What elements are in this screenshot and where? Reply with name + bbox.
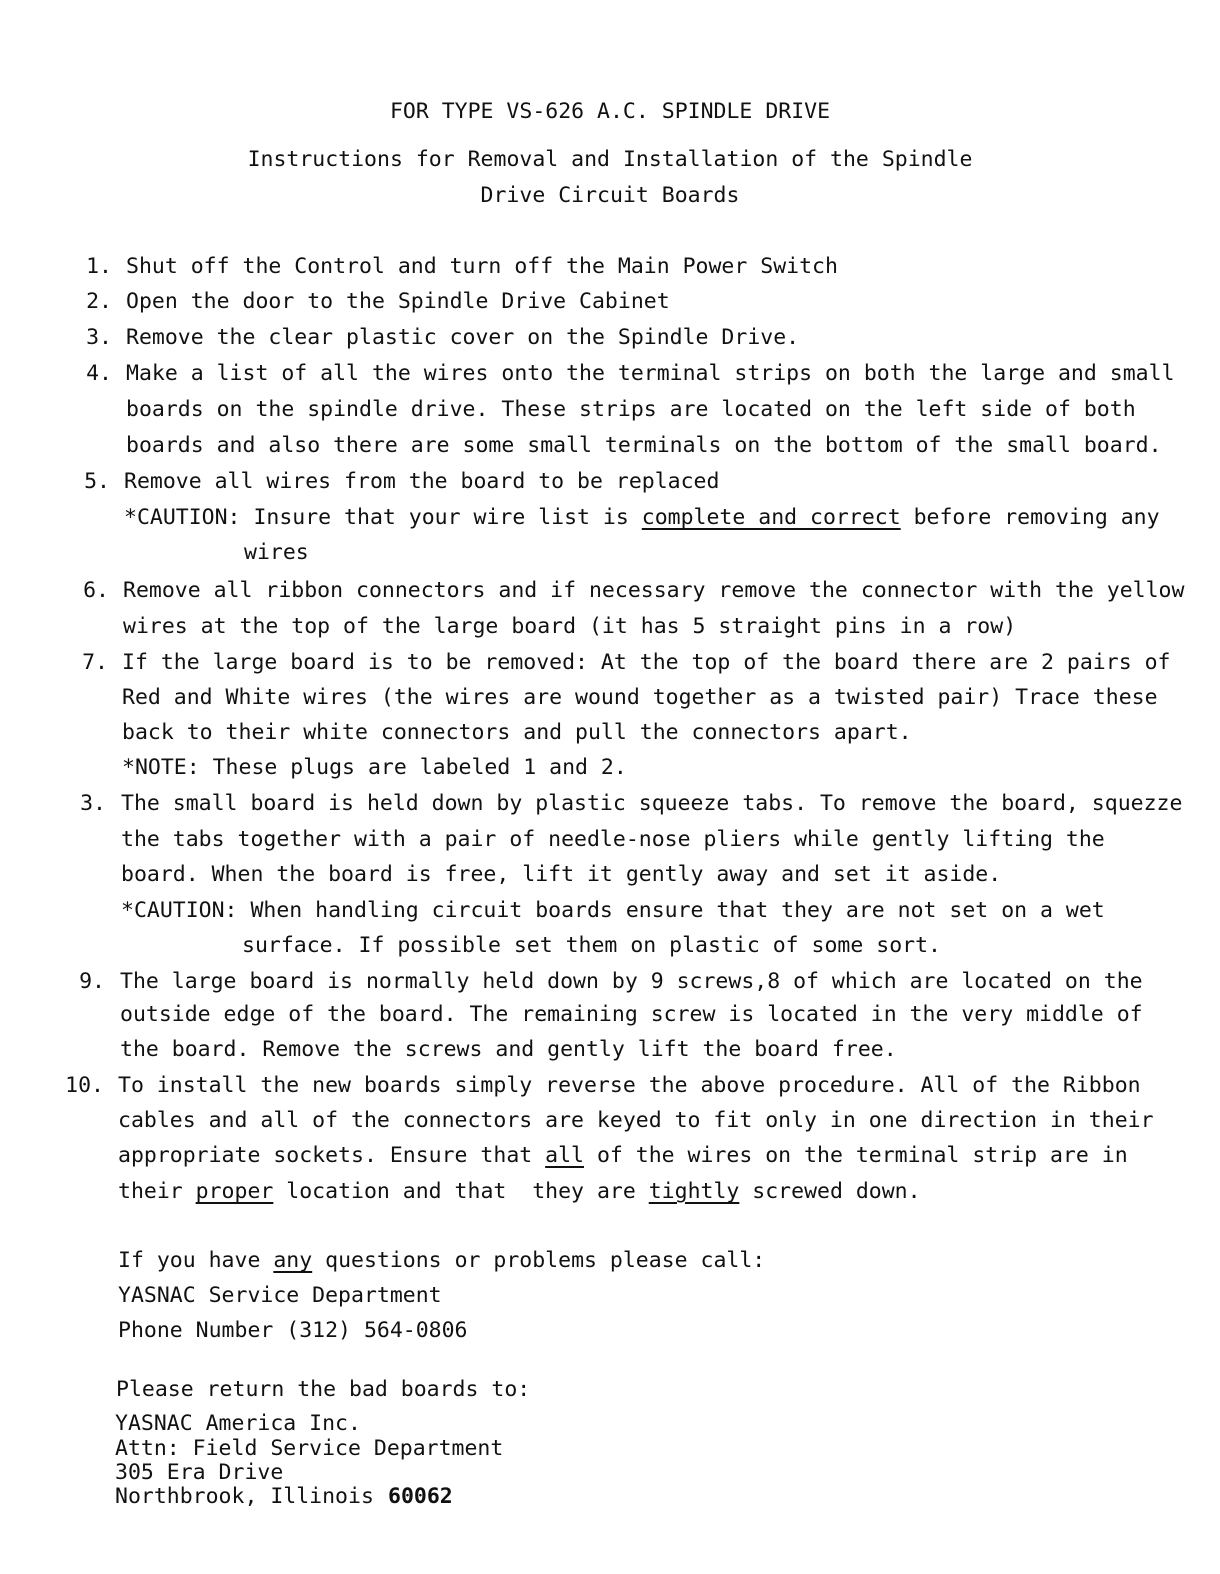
step-text-part: appropriate sockets. Ensure that xyxy=(118,1143,546,1168)
step-number: 7. xyxy=(82,650,108,675)
caution-note: *CAUTION: When handling circuit boards ensure that they are not set on a wet xyxy=(121,898,1105,923)
step-text: Remove the clear plastic cover on the Spindle Drive. xyxy=(126,325,800,350)
step-text: outside edge of the board. The remaining screw is located in the very middle of xyxy=(120,1002,1143,1027)
step-text: boards on the spindle drive. These strips are located on the left side of both xyxy=(126,397,1136,422)
underlined-text: proper xyxy=(195,1179,274,1204)
step-text: boards and also there are some small terminals on the bottom of the small board. xyxy=(126,433,1162,458)
step-text-part: of the wires on the terminal strip are in xyxy=(584,1143,1128,1168)
underlined-text: any xyxy=(273,1248,313,1273)
caution-text: *CAUTION: Insure that your wire list is xyxy=(124,505,642,530)
underlined-text: all xyxy=(545,1143,584,1168)
step-text: The small board is held down by plastic squeeze tabs. To remove the board, squezze xyxy=(121,791,1183,816)
note-text: *NOTE: These plugs are labeled 1 and 2. xyxy=(122,755,627,780)
step-text xyxy=(118,1143,1128,1169)
step-number: 6. xyxy=(83,578,109,603)
contact-phone: Phone Number (312) 564-0806 xyxy=(118,1318,468,1343)
document-subtitle-line-2: Drive Circuit Boards xyxy=(480,183,740,208)
step-number: 1. xyxy=(86,254,112,279)
caution-text: before removing any xyxy=(900,505,1160,530)
contact-text: If you have xyxy=(118,1248,274,1273)
step-text: the tabs together with a pair of needle-nose pliers while gently lifting the xyxy=(121,827,1105,852)
underlined-text: tightly xyxy=(648,1179,740,1204)
return-company: YASNAC America Inc. xyxy=(115,1411,361,1436)
step-text: Remove all ribbon connectors and if necessary remove the connector with the yellow xyxy=(123,578,1185,603)
return-heading: Please return the bad boards to: xyxy=(116,1377,531,1402)
step-number: 2. xyxy=(86,289,112,314)
step-text-part: location and that they are xyxy=(273,1179,649,1204)
contact-prompt xyxy=(118,1248,765,1274)
step-number: 4. xyxy=(86,361,112,386)
step-text: Red and White wires (the wires are wound together as a twisted pair) Trace these xyxy=(122,685,1158,710)
return-attn: Attn: Field Service Department xyxy=(115,1436,504,1461)
step-text: wires at the top of the large board (it has 5 straight pins in a row) xyxy=(123,614,1017,639)
step-text: board. When the board is free, lift it gently away and set it aside. xyxy=(121,862,1002,887)
step-text: back to their white connectors and pull the connectors apart. xyxy=(122,720,912,745)
step-text: Make a list of all the wires onto the terminal strips on both the large and small xyxy=(126,361,1175,386)
underlined-text: complete and correct xyxy=(641,505,901,530)
step-text-part: screwed down. xyxy=(739,1179,921,1204)
step-text xyxy=(118,1179,921,1205)
step-text: If the large board is to be removed: At the top of the board there are 2 pairs of xyxy=(122,650,1171,675)
document-title: FOR TYPE VS-626 A.C. SPINDLE DRIVE xyxy=(389,99,831,124)
step-number: 5. xyxy=(84,469,110,494)
step-text: Remove all wires from the board to be replaced xyxy=(124,469,720,494)
step-number: 3. xyxy=(80,791,106,816)
contact-department: YASNAC Service Department xyxy=(118,1283,442,1308)
step-number: 10. xyxy=(65,1073,104,1098)
caution-continuation: surface. If possible set them on plastic of some sort. xyxy=(242,933,941,958)
step-text: Open the door to the Spindle Drive Cabinet xyxy=(126,289,670,314)
contact-text: questions or problems please call: xyxy=(312,1248,766,1273)
step-text: Shut off the Control and turn off the Main Power Switch xyxy=(126,254,838,279)
step-text: cables and all of the connectors are keyed to fit only in one direction in their xyxy=(118,1108,1154,1133)
step-text: To install the new boards simply reverse the above procedure. All of the Ribbon xyxy=(118,1073,1141,1098)
caution-note xyxy=(124,505,1160,531)
return-zip: 60062 xyxy=(388,1484,453,1509)
step-text: The large board is normally held down by 9 screws,8 of which are located on the xyxy=(120,969,1143,994)
return-city: Northbrook, Illinois xyxy=(115,1484,374,1509)
step-number: 3. xyxy=(86,325,112,350)
return-street: 305 Era Drive xyxy=(115,1460,284,1485)
caution-continuation: wires xyxy=(244,540,309,565)
document-subtitle-line-1: Instructions for Removal and Installation of the Spindle xyxy=(247,147,973,172)
step-number: 9. xyxy=(79,969,105,994)
step-text-part: their xyxy=(118,1179,196,1204)
step-text: the board. Remove the screws and gently lift the board free. xyxy=(120,1037,897,1062)
